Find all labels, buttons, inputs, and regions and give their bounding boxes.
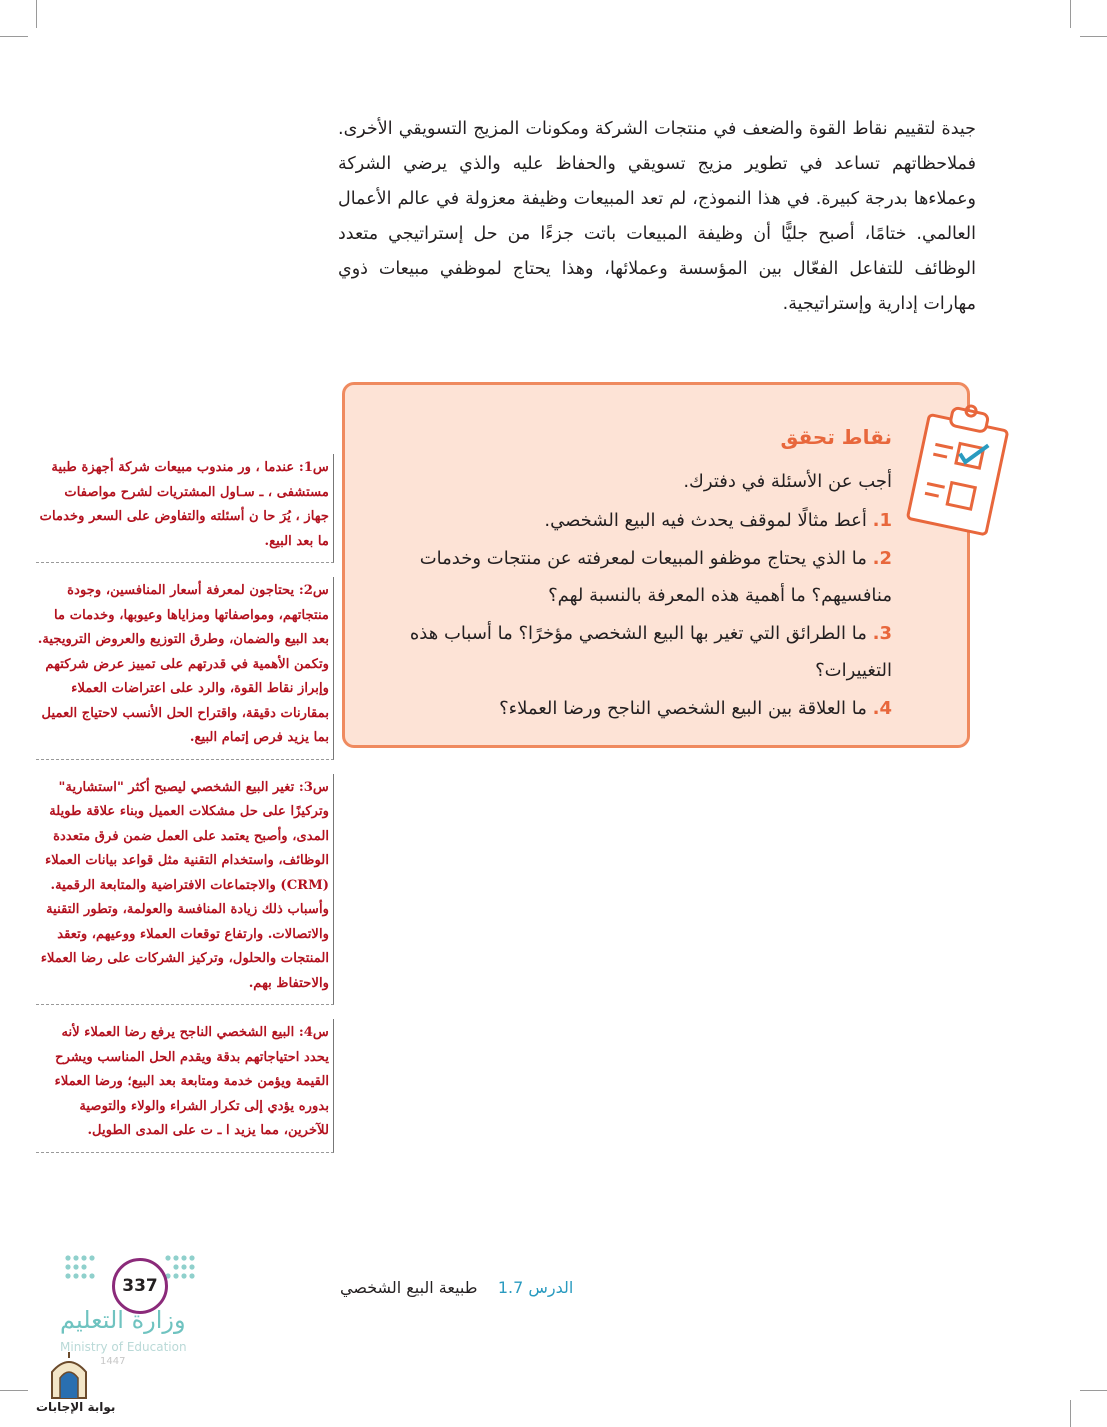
page-number: 337	[112, 1258, 168, 1314]
lesson-title: طبيعة البيع الشخصي	[340, 1278, 478, 1297]
answer-1: س1: عندما ، ور مندوب مبيعات شركة أجهزة طبية مستشفى ، ـ سـاول المشتريات لشرح مواصفات جهاز ، يُرَ حا ن أسئلته والتفاوض على السعر وخدمات ما بعد البيع.	[36, 454, 334, 563]
question-2: 2. ما الذي يحتاج موظفو المبيعات لمعرفته عن منتجات وخدمات منافسيهم؟ ما أهمية هذه المعرفة بالنسبة لهم؟	[419, 548, 892, 606]
crop-mark	[1080, 36, 1107, 37]
body-paragraph: جيدة لتقييم نقاط القوة والضعف في منتجات الشركة ومكونات المزيج التسويقي الأخرى. فملاحظاتهم تساعد في تطوير مزيج تسويقي والحفاظ عليه والذي يرضي الشركة وعملاءها بدرجة كبيرة. في هذا النموذج، لم تعد المبيعات وظيفة معزولة في عالم الأعمال العالمي. ختامًا، أصبح جليًّا أن وظيفة المبيعات باتت جزءًا من حل إستراتيجي متعدد الوظائف للتفاعل الفعّال بين المؤسسة وعملائها، وهذا يحتاج لموظفي مبيعات ذوي مهارات إدارية وإستراتيجية.	[338, 119, 976, 314]
checkpoints-intro: أجب عن الأسئلة في دفترك.	[683, 471, 892, 492]
lesson-footer	[340, 1278, 573, 1297]
portal-mosque-icon	[46, 1350, 92, 1400]
question-4: 4. ما العلاقة بين البيع الشخصي الناجح ورضا العملاء؟	[499, 698, 892, 719]
question-3: 3. ما الطرائق التي تغير بها البيع الشخصي مؤخرًا؟ ما أسباب هذه التغييرات؟	[409, 623, 892, 681]
crop-mark	[1070, 0, 1071, 28]
handwritten-answers	[36, 454, 334, 1167]
ministry-english-text: Ministry of Education	[60, 1340, 187, 1354]
ministry-logo-text: وزارة التعليم	[60, 1306, 186, 1334]
checkpoints-title: نقاط تحقق	[780, 425, 892, 449]
portal-label[interactable]: بوابة الإجابات	[36, 1400, 116, 1414]
crop-mark	[0, 1390, 28, 1391]
crop-mark	[1070, 1400, 1071, 1427]
answer-4: س4: البيع الشخصي الناجح يرفع رضا العملاء لأنه يحدد احتياجاتهم بدقة ويقدم الحل المناسب ويشرح القيمة ويؤمن خدمة ومتابعة بعد البيع؛ ورضا العملاء بدوره يؤدي إلى تكرار الشراء والولاء والتوصية للآخرين، مما يزيد ا ـ ت على المدى الطويل.	[36, 1019, 334, 1153]
ministry-year: 1447	[100, 1356, 126, 1367]
lesson-tag: الدرس 1.7	[497, 1278, 574, 1297]
question-1: 1. أعط مثالًا لموقف يحدث فيه البيع الشخصي.	[544, 510, 892, 531]
answer-2: س2: يحتاجون لمعرفة أسعار المنافسين، وجودة منتجاتهم، ومواصفاتها ومزاياها وعيوبها، وخدمات ما بعد البيع والضمان، وطرق التوزيع والعروض الترويجية. وتكمن الأهمية في قدرتهم على تمييز عرض شركتهم وإبراز نقاط القوة، والرد على اعتراضات العملاء بمقارنات دقيقة، واقتراح الحل الأنسب لاحتياج العميل بما يزيد فرص إتمام البيع.	[36, 577, 334, 760]
crop-mark	[0, 36, 28, 37]
answer-3: س3: تغير البيع الشخصي ليصبح أكثر "استشارية" وتركيزًا على حل مشكلات العميل وبناء علاقة طويلة المدى، وأصبح يعتمد على العمل ضمن فرق متعددة الوظائف، واستخدام التقنية مثل قواعد بيانات العملاء (CRM) والاجتماعات الافتراضية والمتابعة الرقمية. وأسباب ذلك زيادة المنافسة والعولمة، وتطور التقنية والاتصالات. وارتفاع توقعات العملاء ووعيهم، وتعقد المنتجات والحلول، وتركيز الشركات على رضا العملاء والاحتفاظ بهم.	[36, 774, 334, 1006]
crop-mark	[1080, 1390, 1107, 1391]
crop-mark	[36, 0, 37, 28]
clipboard-checklist-icon	[905, 398, 1015, 538]
checkpoints-box	[342, 382, 970, 748]
